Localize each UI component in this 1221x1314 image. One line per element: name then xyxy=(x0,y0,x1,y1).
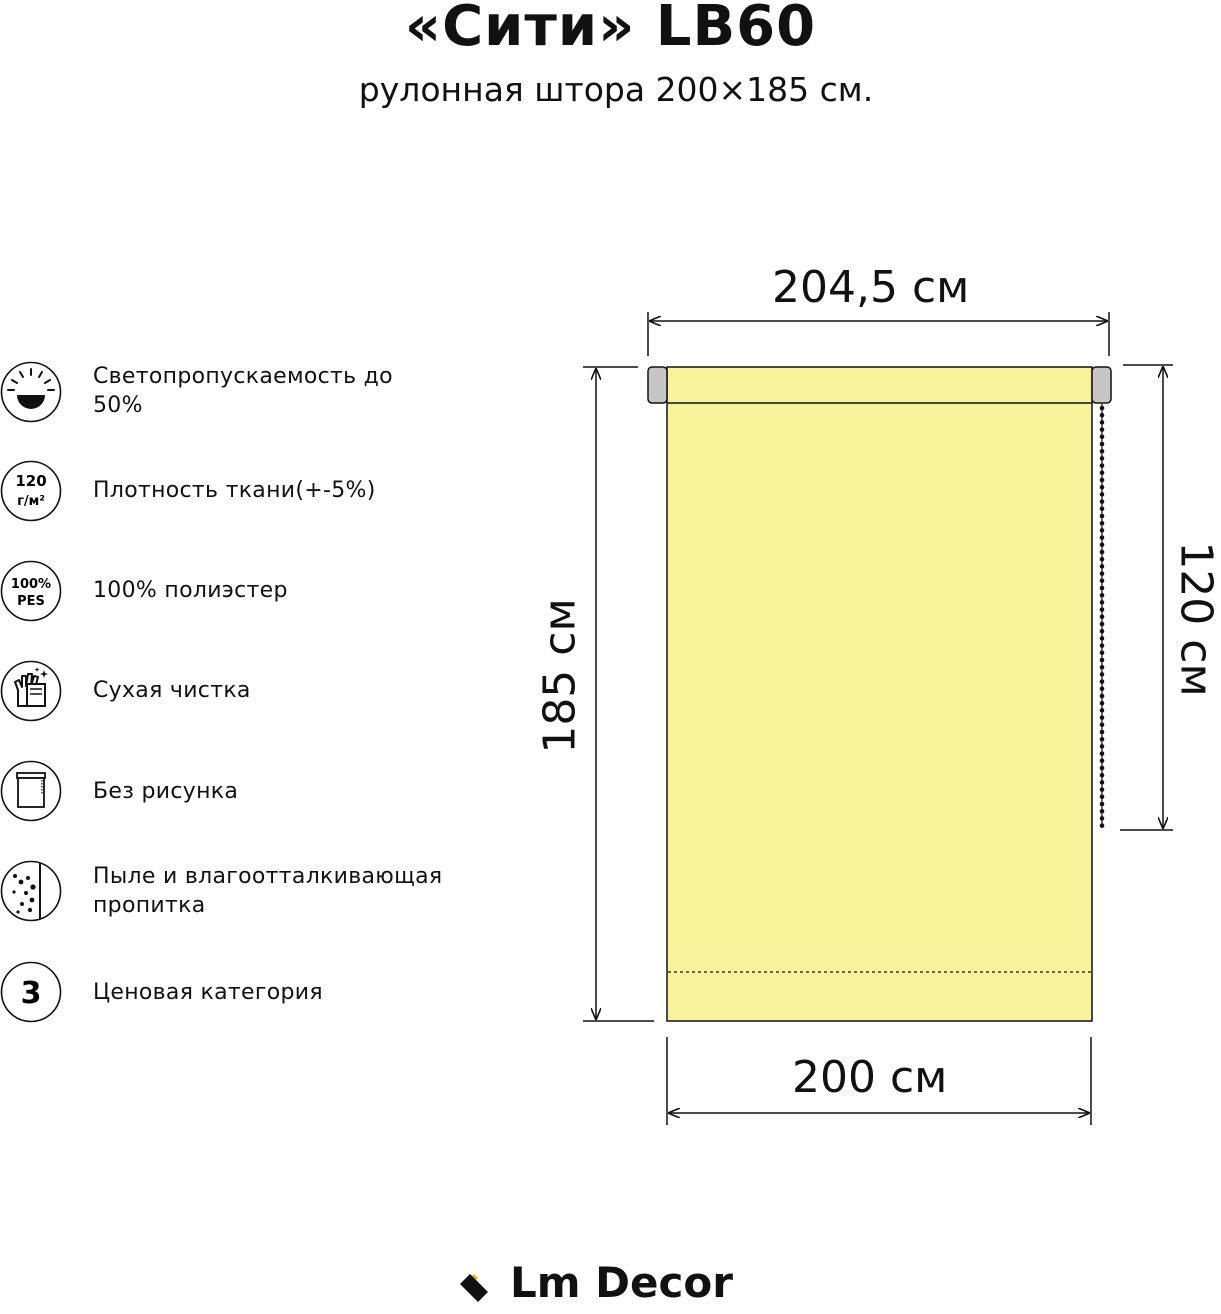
brand-diamond-icon xyxy=(452,1264,496,1308)
chain-bead xyxy=(1100,823,1105,828)
icon-label-bottom: г/м² xyxy=(17,494,45,509)
chain-bead xyxy=(1100,564,1105,569)
chain-bead xyxy=(1100,499,1105,504)
chain-bead xyxy=(1100,759,1105,764)
chain-bead xyxy=(1100,622,1105,627)
height-label: 185 см xyxy=(535,598,586,753)
chain-bead xyxy=(1100,528,1105,533)
feature-text: Пыле и влагоотталкивающая пропитка xyxy=(93,862,473,920)
chain-bead xyxy=(1100,723,1105,728)
chain-bead xyxy=(1100,701,1105,706)
chain-bead xyxy=(1100,672,1105,677)
chain-bead xyxy=(1100,543,1105,548)
feature-text: Сухая чистка xyxy=(93,676,251,705)
chain-bead xyxy=(1100,600,1105,605)
chain-bead xyxy=(1100,809,1105,814)
brand-name: Lm Decor xyxy=(510,1258,733,1307)
feature-text: Ценовая категория xyxy=(93,978,323,1007)
chain-bead xyxy=(1100,787,1105,792)
chain-bead xyxy=(1100,643,1105,648)
chain-bead xyxy=(1100,766,1105,771)
chain-bead xyxy=(1100,730,1105,735)
chain-bead xyxy=(1100,514,1105,519)
chain-bead xyxy=(1100,579,1105,584)
chain-bead xyxy=(1100,816,1105,821)
chain-length-label: 120 см xyxy=(1171,541,1221,696)
chain-bead xyxy=(1100,679,1105,684)
icon-label-bottom: PES xyxy=(17,594,45,609)
chain-bead xyxy=(1100,442,1105,447)
feature-text: Без рисунка xyxy=(93,777,238,806)
left-end-cap xyxy=(648,367,667,403)
chain-bead xyxy=(1100,557,1105,562)
chain-bead xyxy=(1100,607,1105,612)
fabric-width-label: 200 см xyxy=(792,1052,947,1103)
chain-bead xyxy=(1100,737,1105,742)
chain-bead xyxy=(1100,694,1105,699)
icon-label: 3 xyxy=(21,976,42,1011)
chain-bead xyxy=(1100,550,1105,555)
chain-bead xyxy=(1100,571,1105,576)
chain-bead xyxy=(1100,651,1105,656)
chain-bead xyxy=(1100,521,1105,526)
chain-bead xyxy=(1100,463,1105,468)
right-end-cap xyxy=(1092,367,1111,403)
chain-bead xyxy=(1100,456,1105,461)
chain-bead xyxy=(1100,780,1105,785)
chain-bead xyxy=(1100,715,1105,720)
total-width-label: 204,5 см xyxy=(772,262,969,313)
chain-bead xyxy=(1100,478,1105,483)
chain-bead xyxy=(1100,658,1105,663)
chain-bead xyxy=(1100,773,1105,778)
chain-bead xyxy=(1100,665,1105,670)
chain-bead xyxy=(1100,636,1105,641)
icon-label-top: 120 xyxy=(15,472,46,490)
chain-bead xyxy=(1100,449,1105,454)
feature-text: Плотность ткани(+-5%) xyxy=(93,476,376,505)
chain-bead xyxy=(1100,795,1105,800)
chain-bead xyxy=(1100,744,1105,749)
chain-bead xyxy=(1100,593,1105,598)
product-title: «Сити» LB60 xyxy=(0,0,1221,59)
chain-bead xyxy=(1100,615,1105,620)
chain-bead xyxy=(1100,507,1105,512)
chain-bead xyxy=(1100,586,1105,591)
chain-bead xyxy=(1100,471,1105,476)
chain-bead xyxy=(1100,435,1105,440)
chain-bead xyxy=(1100,406,1105,411)
chain-bead xyxy=(1100,427,1105,432)
feature-text: 100% полиэстер xyxy=(93,576,288,605)
chain-bead xyxy=(1100,802,1105,807)
chain-bead xyxy=(1100,708,1105,713)
blind-fabric xyxy=(667,367,1092,1021)
product-subtitle: рулонная штора 200×185 см. xyxy=(0,70,1221,109)
icon-label-top: 100% xyxy=(11,577,51,592)
feature-text: Светопропускаемость до 50% xyxy=(93,362,433,420)
chain-bead xyxy=(1100,629,1105,634)
chain-bead xyxy=(1100,420,1105,425)
chain-bead xyxy=(1100,535,1105,540)
chain-bead xyxy=(1100,751,1105,756)
chain-bead xyxy=(1100,492,1105,497)
chain-bead xyxy=(1100,413,1105,418)
chain-bead xyxy=(1100,687,1105,692)
chain-bead xyxy=(1100,485,1105,490)
